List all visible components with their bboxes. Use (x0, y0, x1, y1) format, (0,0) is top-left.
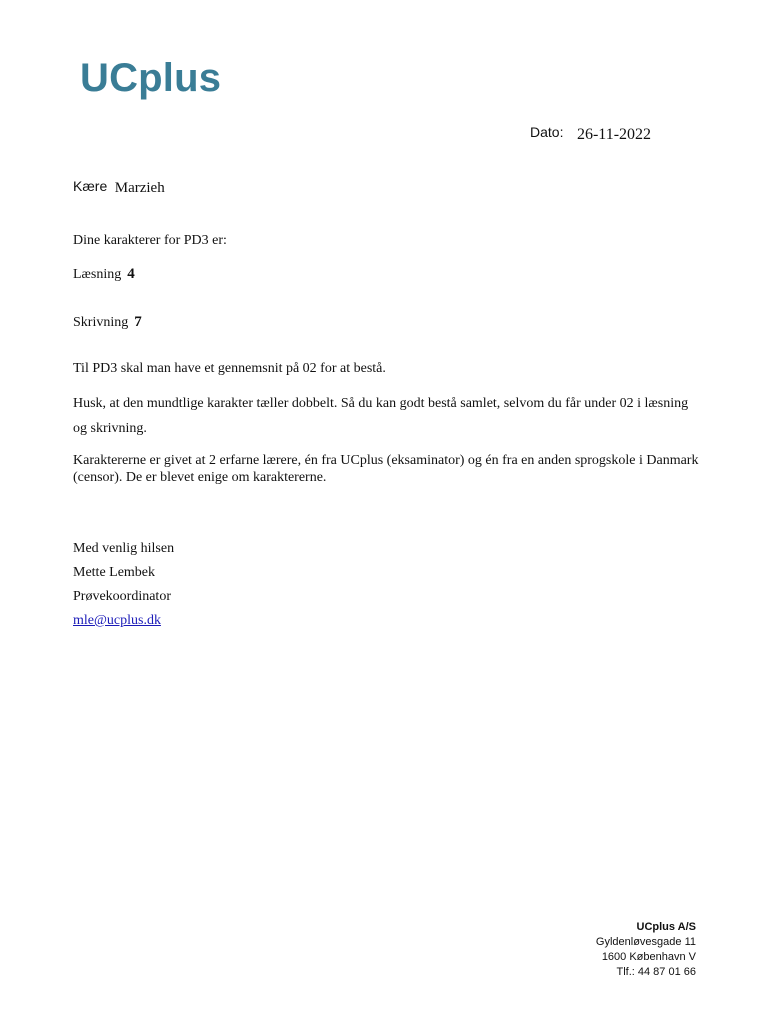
footer-street: Gyldenløvesgade 11 (595, 936, 696, 948)
company-footer (596, 920, 696, 980)
grade-reading-label: Læsning (73, 267, 122, 282)
signature-title: Prøvekoordinator (73, 589, 171, 604)
grade-writing (73, 314, 142, 331)
signature-name: Mette Lembek (73, 565, 156, 580)
grade-writing-value: 7 (134, 314, 142, 330)
recipient-name: Marzieh (114, 180, 165, 196)
grade-writing-label: Skrivning (73, 315, 129, 330)
paragraph-oral-note: Husk, at den mundtlige karakter tæller dobbelt. Så du kan godt bestå samlet, selvom du får under 02 i læsning og skrivning. (73, 396, 689, 436)
grade-reading-value: 4 (127, 266, 135, 282)
footer-phone: Tlf.: 44 87 01 66 (616, 966, 696, 978)
grades-intro: Dine karakterer for PD3 er: (73, 233, 227, 248)
date-row (530, 124, 651, 142)
greeting-label: Kære (73, 178, 108, 194)
paragraph-requirement: Til PD3 skal man have et gennemsnit på 02 for at bestå. (73, 361, 386, 376)
brand-logo: UCplus (80, 56, 222, 100)
footer-company: UCplus A/S (636, 921, 696, 933)
greeting (73, 178, 165, 196)
signature-email-link[interactable]: mle@ucplus.dk (73, 613, 161, 628)
paragraph-graders: Karaktererne er givet at 2 erfarne lærere, én fra UCplus (eksaminator) og én fra en anden sprogskole i Danmark (censor). De er blevet enige om karaktererne. (73, 453, 699, 485)
signature-closing: Med venlig hilsen (73, 541, 175, 556)
date-value: 26-11-2022 (576, 126, 652, 143)
footer-city: 1600 København V (601, 951, 696, 963)
grade-reading (73, 266, 135, 283)
date-label: Dato: (530, 124, 564, 140)
